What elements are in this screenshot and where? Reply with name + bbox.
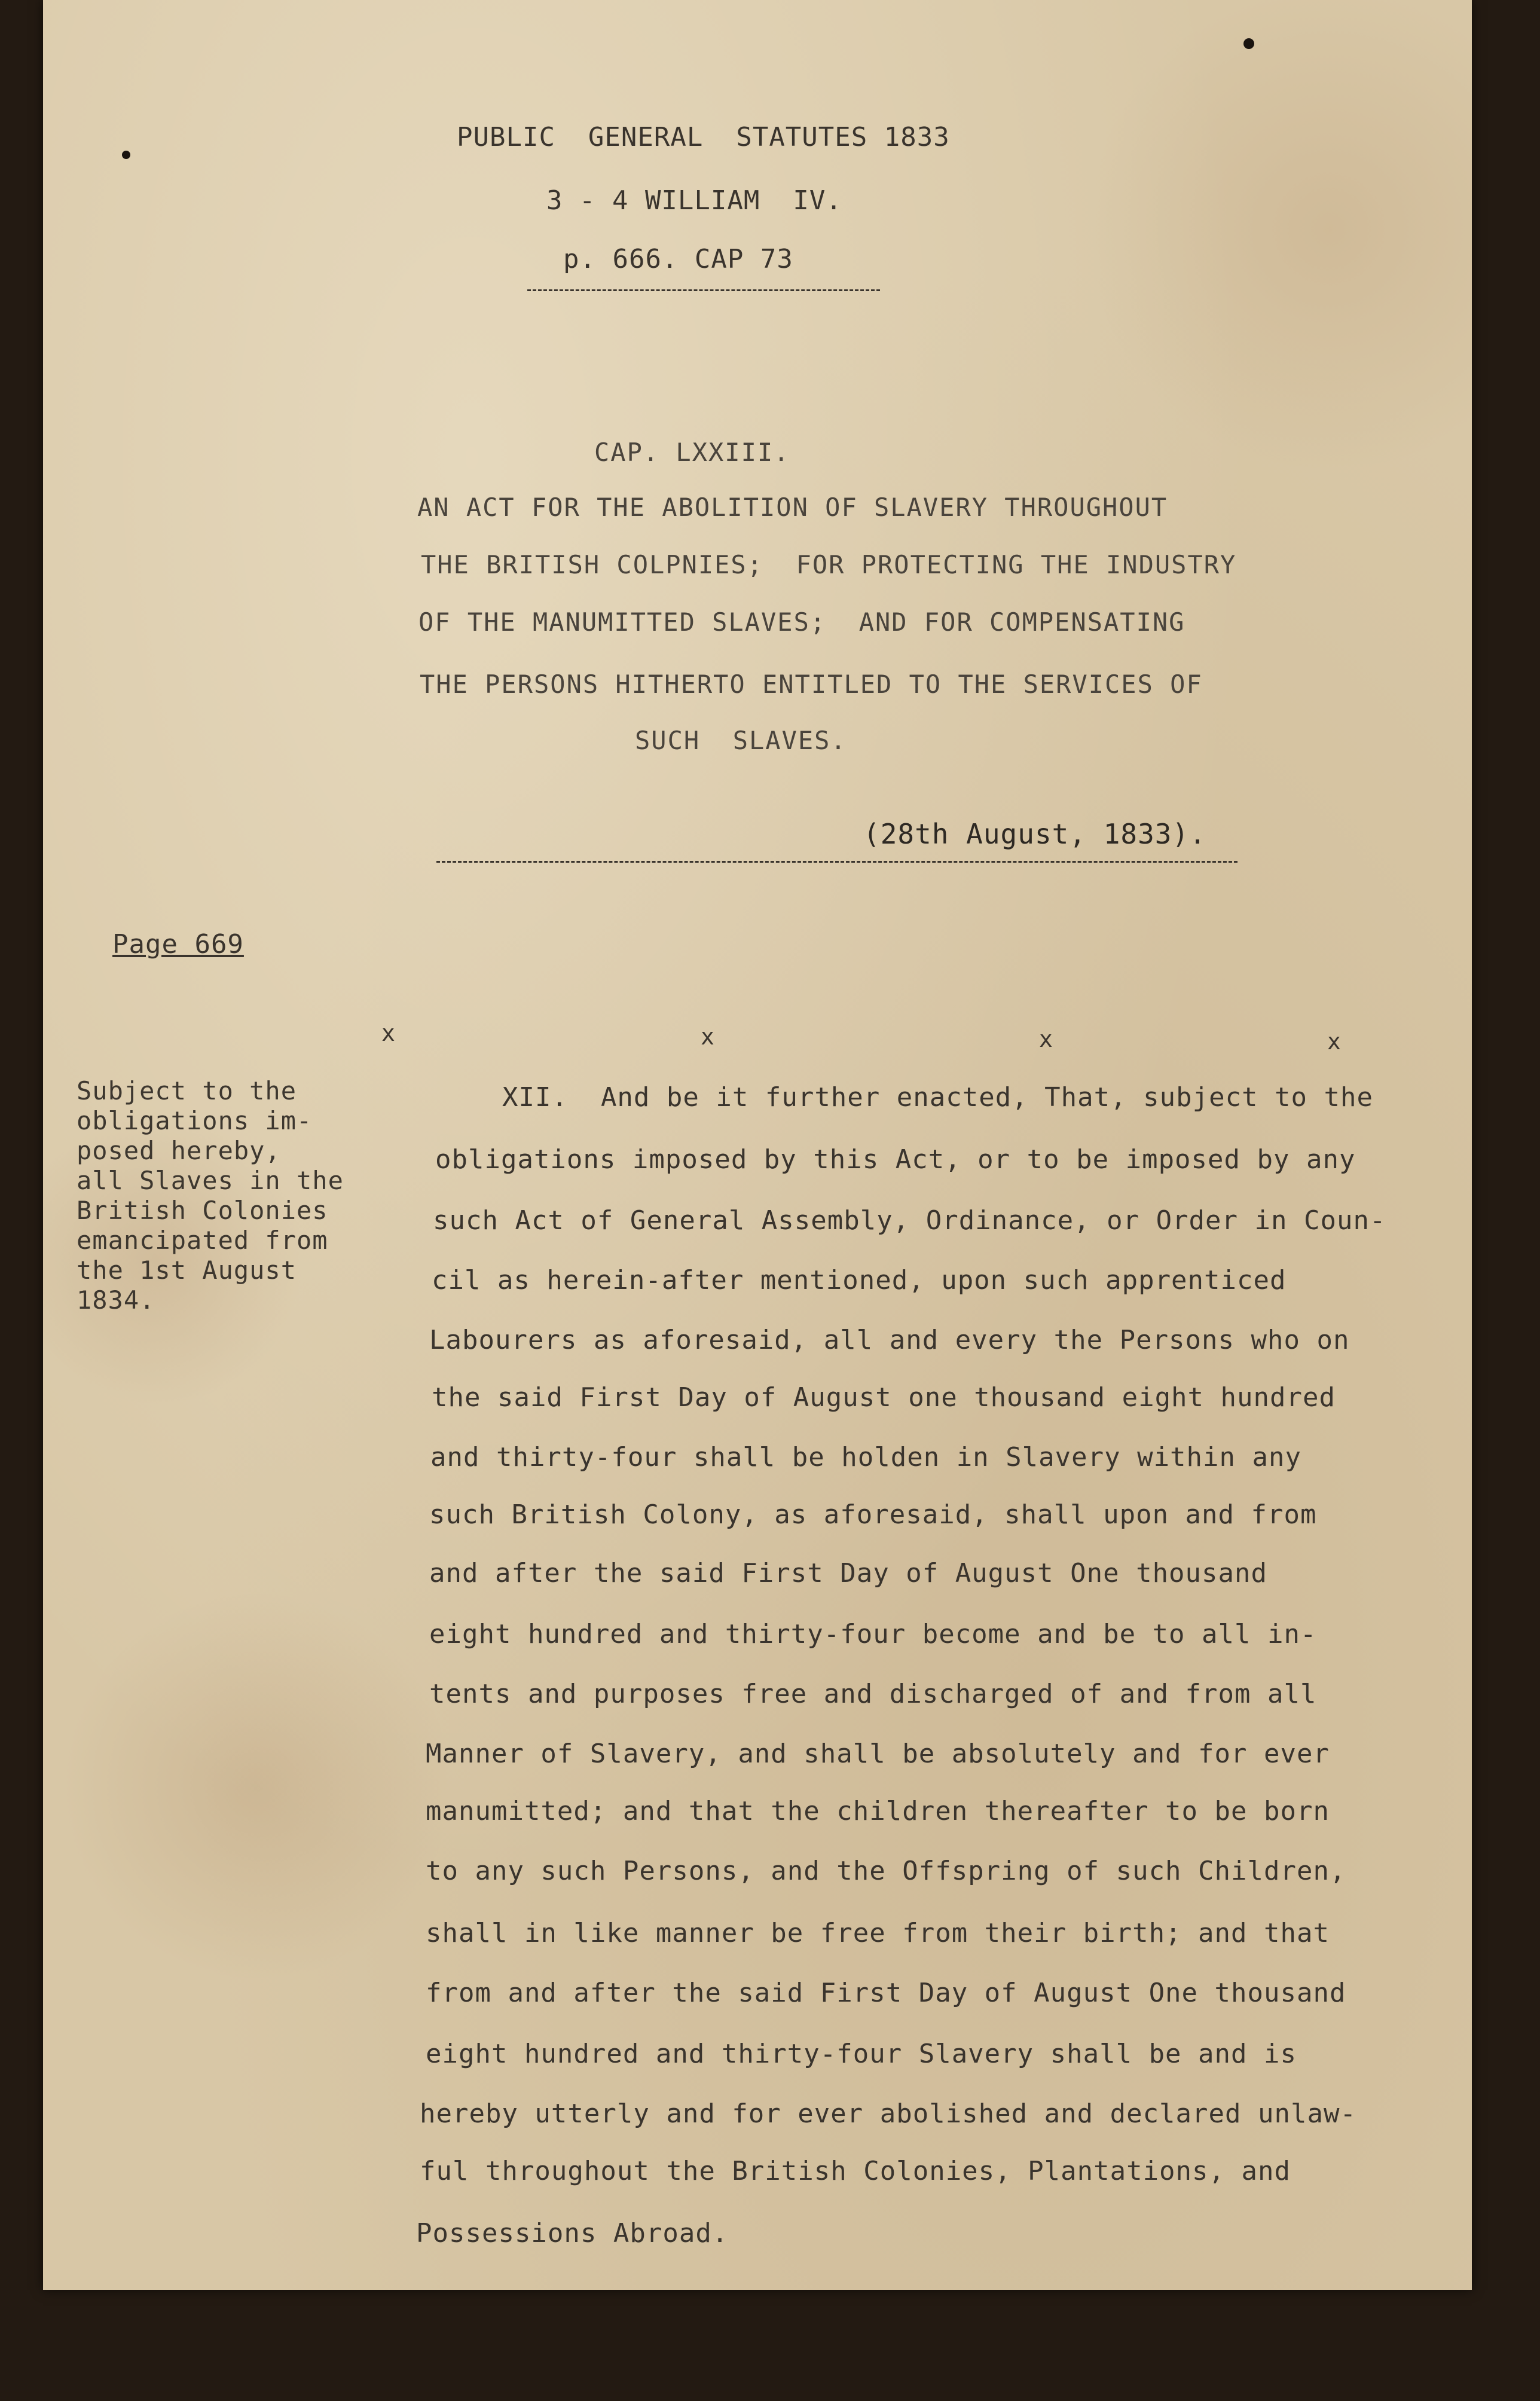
title-line-5: SUCH SLAVES. [635,726,847,755]
body-line: Possessions Abroad. [416,2218,729,2249]
body-line: such British Colony, as aforesaid, shall upon and from [429,1499,1317,1530]
omission-mark: x [381,1020,396,1046]
title-divider [436,861,1238,863]
margin-note-line: emancipated from [77,1226,328,1255]
margin-note [77,1076,411,1315]
margin-note-line: all Slaves in the [77,1166,344,1195]
body-line: such Act of General Assembly, Ordinance, or Order in Coun- [433,1205,1386,1236]
title-line-4: THE PERSONS HITHERTO ENTITLED TO THE SERVICES OF [420,670,1203,699]
title-line-1: AN ACT FOR THE ABOLITION OF SLAVERY THROUGHOUT [417,493,1168,522]
title-line-3: OF THE MANUMITTED SLAVES; AND FOR COMPENSATING [418,607,1185,637]
body-line: shall in like manner be free from their birth; and that [426,1918,1330,1948]
omission-mark: x [701,1024,715,1050]
body-line: from and after the said First Day of August One thousand [426,1978,1346,2008]
margin-note-line: obligations im- [77,1106,313,1135]
omission-mark: x [1039,1026,1053,1052]
body-line: eight hundred and thirty-four Slavery shall be and is [426,2039,1297,2069]
body-line: Manner of Slavery, and shall be absolutely and for ever [426,1739,1330,1769]
header-line-2: 3 - 4 WILLIAM IV. [546,185,842,216]
body-line: hereby utterly and for ever abolished and declared unlaw- [420,2098,1356,2129]
margin-note-line: Subject to the [77,1076,297,1105]
margin-note-line: the 1st August [77,1256,297,1285]
body-line: XII. And be it further enacted, That, subject to the [502,1082,1373,1113]
body-line: ful throughout the British Colonies, Plantations, and [420,2156,1291,2186]
body-line: cil as herein-after mentioned, upon such apprenticed [432,1265,1287,1296]
header-line-1: PUBLIC GENERAL STATUTES 1833 [457,122,950,152]
body-line: tents and purposes free and discharged of and from all [429,1679,1317,1709]
ink-dot [1243,38,1254,49]
body-line: eight hundred and thirty-four become and be to all in- [429,1619,1317,1649]
body-line: the said First Day of August one thousand eight hundred [432,1382,1336,1413]
act-date: (28th August, 1833). [863,818,1206,850]
title-line-2: THE BRITISH COLPNIES; FOR PROTECTING THE INDUSTRY [421,550,1237,579]
body-line: to any such Persons, and the Offspring of such Children, [426,1856,1346,1886]
body-line: and thirty-four shall be holden in Slavery within any [430,1442,1301,1473]
header-line-3: p. 666. CAP 73 [563,244,793,274]
chapter-number: CAP. LXXIII. [594,438,790,467]
margin-note-line: 1834. [77,1285,155,1315]
body-line: obligations imposed by this Act, or to be imposed by any [435,1144,1356,1175]
page-reference: Page 669 [112,929,244,960]
omission-mark: x [1327,1028,1342,1055]
body-line: manumitted; and that the children thereafter to be born [426,1796,1330,1826]
header-divider [527,289,880,291]
body-line: Labourers as aforesaid, all and every the Persons who on [429,1325,1350,1355]
typed-document-page [43,0,1472,2290]
ink-mark [122,151,130,159]
margin-note-line: posed hereby, [77,1136,281,1165]
margin-note-line: British Colonies [77,1196,328,1225]
body-line: and after the said First Day of August One thousand [429,1558,1268,1589]
